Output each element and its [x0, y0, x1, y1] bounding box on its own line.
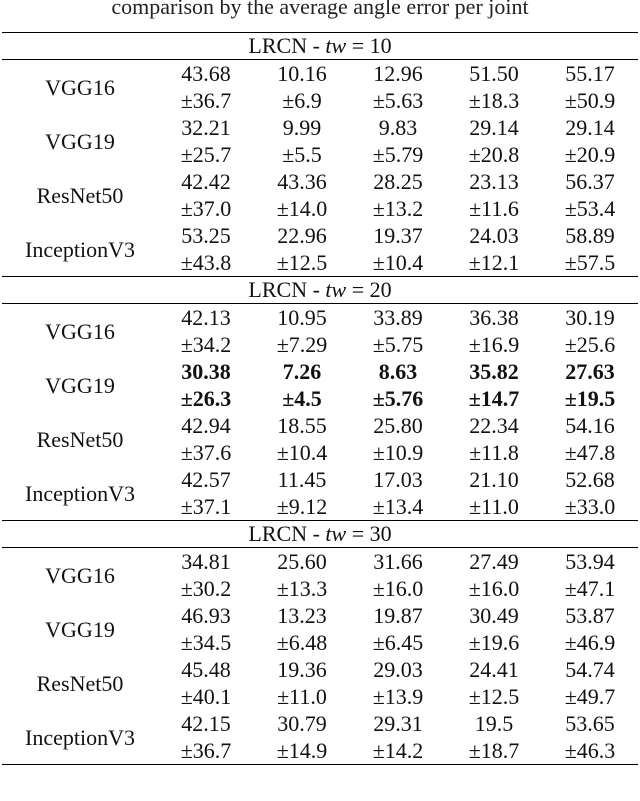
mean-cell: 7.26 — [282, 359, 322, 384]
table-row-mean — [2, 168, 638, 195]
std-cell: ±12.1 — [468, 250, 520, 275]
mean-cell: 22.96 — [277, 223, 327, 248]
std-cell: ±46.9 — [564, 630, 616, 655]
mean-cell: 35.82 — [469, 359, 519, 384]
mean-cell: 19.37 — [373, 223, 423, 248]
mean-cell: 31.66 — [373, 549, 423, 574]
std-cell: ±12.5 — [276, 250, 328, 275]
mean-cell: 30.79 — [277, 711, 327, 736]
mean-cell: 54.74 — [565, 657, 615, 682]
section-header — [2, 521, 638, 548]
table-row-mean — [2, 304, 638, 332]
std-cell: ±53.4 — [564, 196, 616, 221]
section-header-variable: tw — [325, 33, 347, 58]
table-caption: comparison by the average angle error per joint — [111, 0, 529, 19]
std-cell: ±37.6 — [180, 440, 232, 465]
mean-cell: 29.14 — [469, 115, 519, 140]
mean-cell: 24.41 — [469, 657, 519, 682]
model-label: VGG19 — [45, 128, 115, 154]
mean-cell: 52.68 — [565, 467, 615, 492]
mean-cell: 19.5 — [474, 711, 514, 736]
std-cell: ±14.7 — [468, 386, 520, 411]
mean-cell: 53.87 — [565, 603, 615, 628]
mean-cell: 19.87 — [373, 603, 423, 628]
mean-cell: 23.13 — [469, 169, 519, 194]
std-cell: ±13.2 — [372, 196, 424, 221]
results-table — [2, 32, 638, 765]
std-cell: ±43.8 — [180, 250, 232, 275]
mean-cell: 29.14 — [565, 115, 615, 140]
mean-cell: 27.49 — [469, 549, 519, 574]
model-label: VGG16 — [45, 74, 115, 100]
table-row-mean — [2, 358, 638, 385]
mean-cell: 42.13 — [181, 305, 231, 330]
std-cell: ±25.7 — [180, 142, 232, 167]
table-row-mean — [2, 710, 638, 737]
mean-cell: 29.31 — [373, 711, 423, 736]
mean-cell: 58.89 — [565, 223, 615, 248]
mean-cell: 9.83 — [378, 115, 418, 140]
std-cell: ±37.1 — [180, 494, 232, 519]
std-cell: ±20.9 — [564, 142, 616, 167]
mean-cell: 43.36 — [277, 169, 327, 194]
mean-cell: 53.65 — [565, 711, 615, 736]
std-cell: ±46.3 — [564, 738, 616, 763]
mean-cell: 21.10 — [469, 467, 519, 492]
mean-cell: 10.95 — [277, 305, 327, 330]
mean-cell: 29.03 — [373, 657, 423, 682]
table-row-mean — [2, 412, 638, 439]
mean-cell: 11.45 — [277, 467, 327, 492]
section-header-value: = 30 — [346, 521, 392, 546]
std-cell: ±10.4 — [372, 250, 424, 275]
mean-cell: 42.94 — [181, 413, 231, 438]
section-header-row — [2, 277, 638, 304]
section-header — [2, 33, 638, 60]
std-cell: ±11.6 — [469, 196, 519, 221]
mean-cell: 36.38 — [469, 305, 519, 330]
std-cell: ±50.9 — [564, 88, 616, 113]
std-cell: ±7.29 — [276, 332, 328, 357]
mean-cell: 30.19 — [565, 305, 615, 330]
mean-cell: 25.80 — [373, 413, 423, 438]
mean-cell: 33.89 — [373, 305, 423, 330]
std-cell: ±10.4 — [276, 440, 328, 465]
std-cell: ±14.9 — [276, 738, 328, 763]
std-cell: ±10.9 — [372, 440, 424, 465]
std-cell: ±47.1 — [564, 576, 616, 601]
mean-cell: 32.21 — [181, 115, 231, 140]
mean-cell: 18.55 — [277, 413, 327, 438]
mean-cell: 12.96 — [373, 61, 423, 86]
std-cell: ±5.5 — [282, 142, 322, 167]
mean-cell: 53.94 — [565, 549, 615, 574]
model-label: VGG16 — [45, 562, 115, 588]
mean-cell: 34.81 — [181, 549, 231, 574]
section-header-row — [2, 33, 638, 60]
section-header-value: = 10 — [346, 33, 392, 58]
std-cell: ±19.6 — [468, 630, 520, 655]
model-label: VGG19 — [45, 372, 115, 398]
model-label: ResNet50 — [36, 426, 124, 452]
mean-cell: 54.16 — [565, 413, 615, 438]
mean-cell: 27.63 — [565, 359, 615, 384]
std-cell: ±11.8 — [469, 440, 519, 465]
mean-cell: 45.48 — [181, 657, 231, 682]
std-cell: ±16.0 — [468, 576, 520, 601]
mean-cell: 30.38 — [181, 359, 231, 384]
std-cell: ±33.0 — [564, 494, 616, 519]
results-table-body — [2, 33, 638, 765]
table-row-mean — [2, 548, 638, 576]
std-cell: ±34.5 — [180, 630, 232, 655]
mean-cell: 46.93 — [181, 603, 231, 628]
section-header-prefix: LRCN - — [248, 33, 326, 58]
mean-cell: 43.68 — [181, 61, 231, 86]
std-cell: ±40.1 — [180, 684, 232, 709]
mean-cell: 24.03 — [469, 223, 519, 248]
table-row-mean — [2, 656, 638, 683]
table-row-mean — [2, 114, 638, 141]
mean-cell: 9.99 — [282, 115, 322, 140]
section-header — [2, 277, 638, 304]
mean-cell: 19.36 — [277, 657, 327, 682]
std-cell: ±6.9 — [282, 88, 322, 113]
std-cell: ±13.3 — [276, 576, 328, 601]
std-cell: ±34.2 — [180, 332, 232, 357]
std-cell: ±36.7 — [180, 88, 232, 113]
mean-cell: 51.50 — [469, 61, 519, 86]
mean-cell: 25.60 — [277, 549, 327, 574]
std-cell: ±18.3 — [468, 88, 520, 113]
section-header-prefix: LRCN - — [248, 277, 326, 302]
model-label: VGG16 — [45, 318, 115, 344]
section-header-prefix: LRCN - — [248, 521, 326, 546]
section-header-variable: tw — [325, 521, 347, 546]
section-header-row — [2, 521, 638, 548]
model-label: ResNet50 — [36, 182, 124, 208]
std-cell: ±5.75 — [372, 332, 424, 357]
std-cell: ±30.2 — [180, 576, 232, 601]
mean-cell: 30.49 — [469, 603, 519, 628]
std-cell: ±36.7 — [180, 738, 232, 763]
std-cell: ±12.5 — [468, 684, 520, 709]
mean-cell: 22.34 — [469, 413, 519, 438]
std-cell: ±47.8 — [564, 440, 616, 465]
mean-cell: 17.03 — [373, 467, 423, 492]
section-header-value: = 20 — [346, 277, 392, 302]
mean-cell: 42.42 — [181, 169, 231, 194]
std-cell: ±14.2 — [372, 738, 424, 763]
table-row-mean — [2, 60, 638, 88]
std-cell: ±13.9 — [372, 684, 424, 709]
mean-cell: 13.23 — [277, 603, 327, 628]
mean-cell: 53.25 — [181, 223, 231, 248]
model-label: InceptionV3 — [25, 236, 135, 262]
std-cell: ±18.7 — [468, 738, 520, 763]
std-cell: ±4.5 — [282, 386, 322, 411]
std-cell: ±5.76 — [372, 386, 424, 411]
std-cell: ±5.63 — [372, 88, 424, 113]
table-row-mean — [2, 222, 638, 249]
std-cell: ±13.4 — [372, 494, 424, 519]
mean-cell: 56.37 — [565, 169, 615, 194]
std-cell: ±19.5 — [564, 386, 616, 411]
std-cell: ±26.3 — [180, 386, 232, 411]
mean-cell: 28.25 — [373, 169, 423, 194]
model-label: ResNet50 — [36, 670, 124, 696]
mean-cell: 42.15 — [181, 711, 231, 736]
std-cell: ±14.0 — [276, 196, 328, 221]
std-cell: ±11.0 — [277, 684, 327, 709]
table-row-mean — [2, 602, 638, 629]
mean-cell: 55.17 — [565, 61, 615, 86]
model-label: InceptionV3 — [25, 480, 135, 506]
std-cell: ±6.48 — [276, 630, 328, 655]
model-label: VGG19 — [45, 616, 115, 642]
std-cell: ±49.7 — [564, 684, 616, 709]
std-cell: ±9.12 — [276, 494, 328, 519]
std-cell: ±11.0 — [469, 494, 519, 519]
std-cell: ±57.5 — [564, 250, 616, 275]
std-cell: ±37.0 — [180, 196, 232, 221]
std-cell: ±6.45 — [372, 630, 424, 655]
std-cell: ±16.0 — [372, 576, 424, 601]
section-header-variable: tw — [325, 277, 347, 302]
mean-cell: 10.16 — [277, 61, 327, 86]
std-cell: ±5.79 — [372, 142, 424, 167]
mean-cell: 42.57 — [181, 467, 231, 492]
std-cell: ±25.6 — [564, 332, 616, 357]
table-row-mean — [2, 466, 638, 493]
model-label: InceptionV3 — [25, 724, 135, 750]
mean-cell: 8.63 — [378, 359, 418, 384]
std-cell: ±20.8 — [468, 142, 520, 167]
std-cell: ±16.9 — [468, 332, 520, 357]
